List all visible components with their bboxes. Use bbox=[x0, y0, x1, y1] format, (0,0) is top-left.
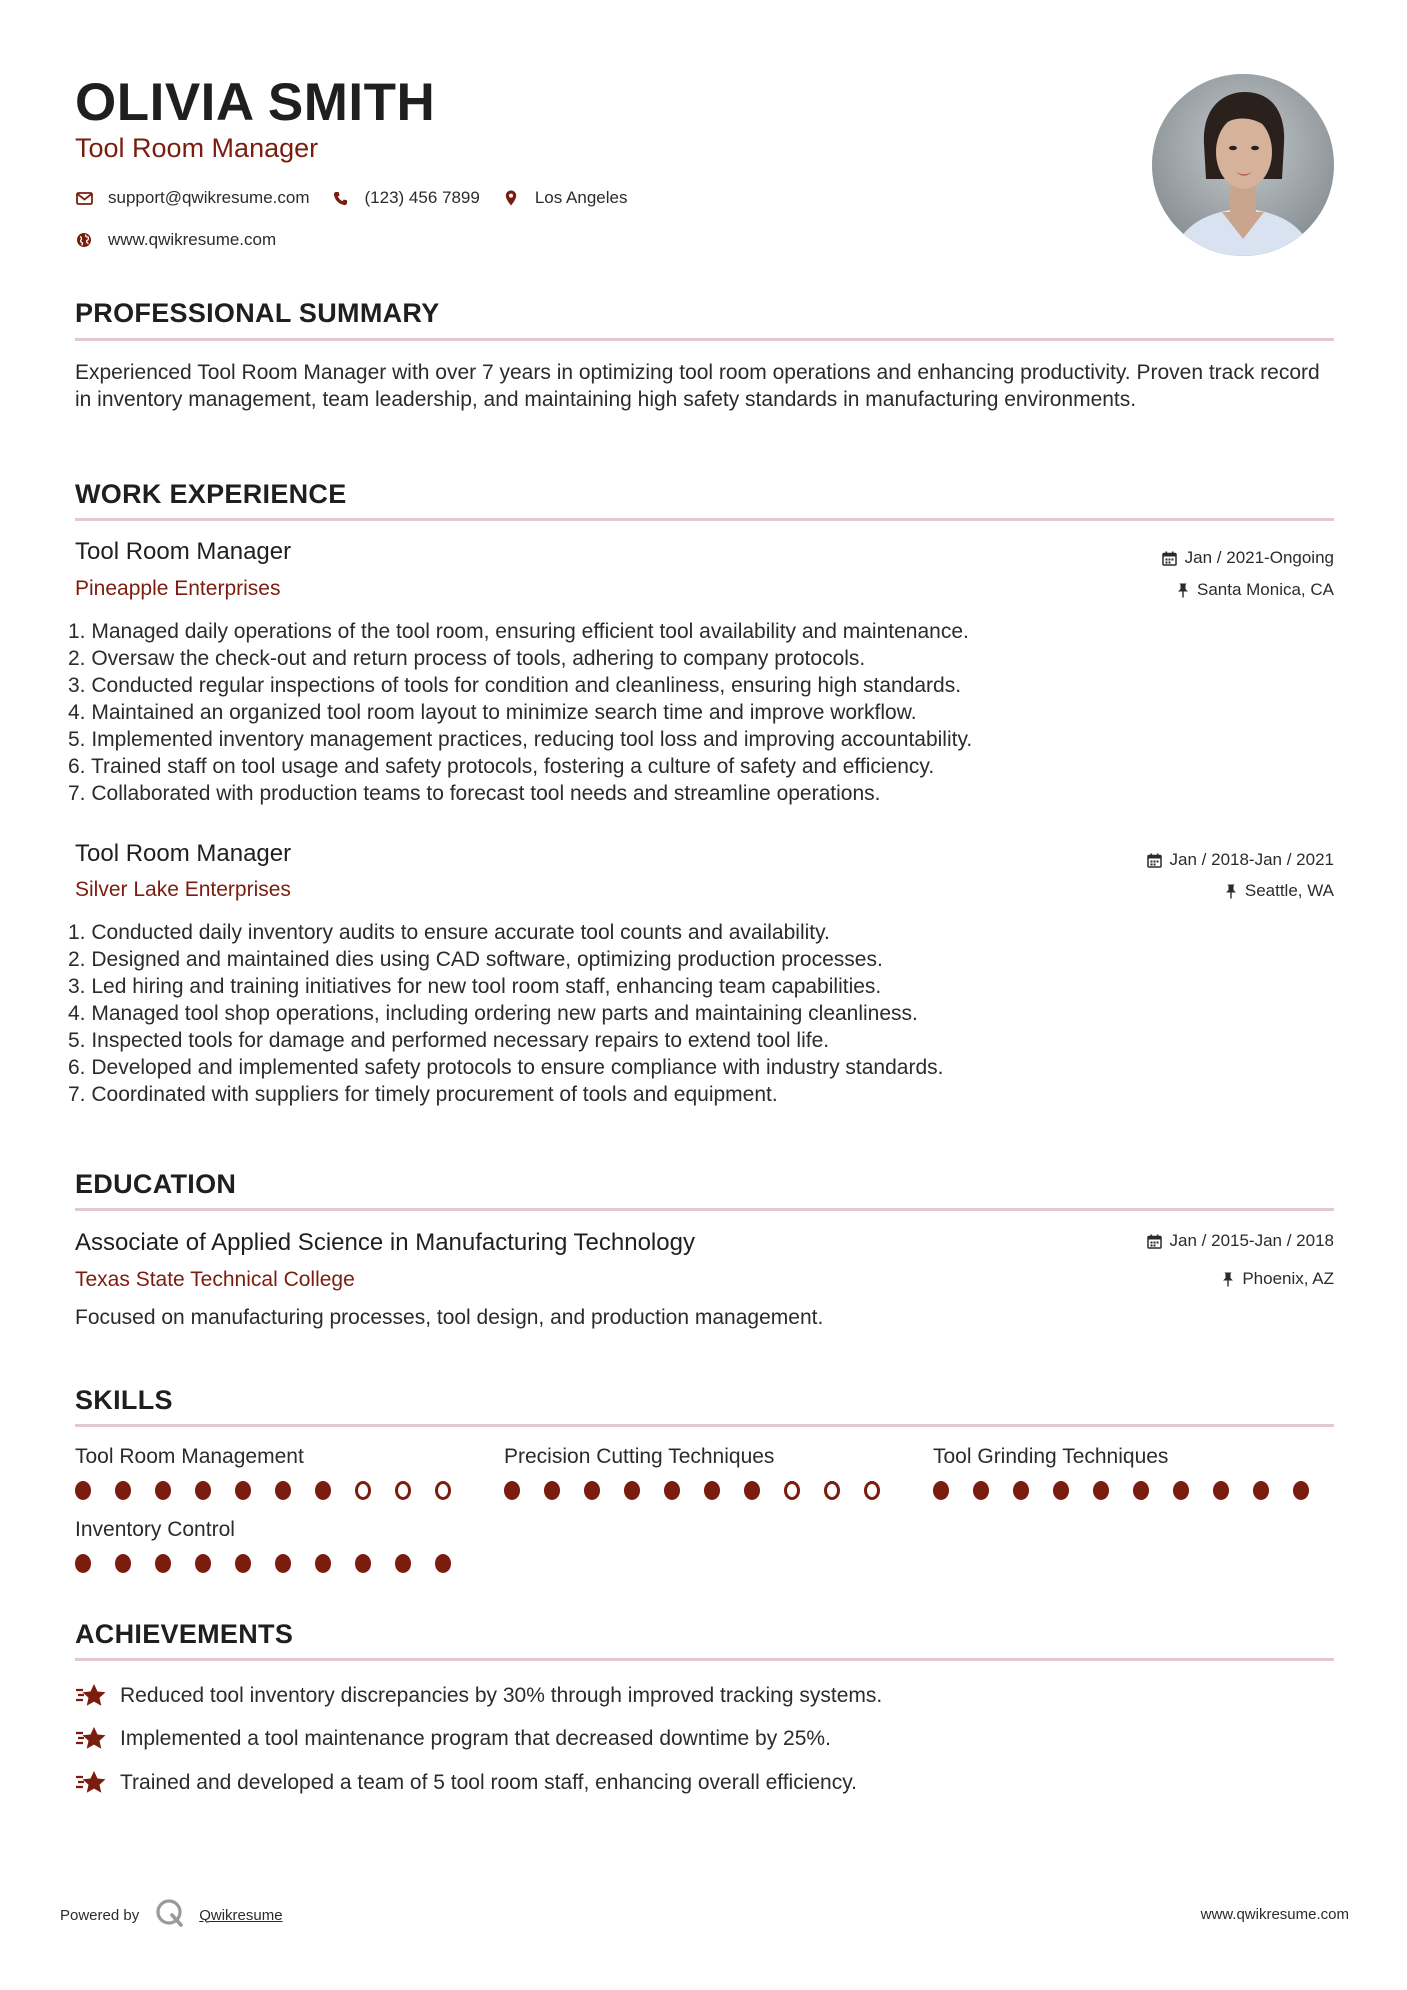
contact-phone[interactable] bbox=[332, 188, 480, 208]
list-item: 7. Collaborated with production teams to forecast tool needs and streamline operations. bbox=[68, 782, 881, 805]
contact-row-website bbox=[75, 230, 298, 250]
skill-name: Tool Grinding Techniques bbox=[933, 1445, 1169, 1468]
rating-dot-filled bbox=[1013, 1481, 1029, 1500]
map-pin-icon bbox=[502, 189, 520, 207]
rating-dot-filled bbox=[1053, 1481, 1069, 1500]
rating-dot-filled bbox=[624, 1481, 640, 1500]
rating-dot-filled bbox=[544, 1481, 560, 1500]
job-1-dates-text: Jan / 2021-Ongoing bbox=[1184, 548, 1334, 567]
rating-dot-filled bbox=[744, 1481, 760, 1500]
footer-powered-by bbox=[60, 1898, 283, 1932]
qwikresume-link[interactable]: Qwikresume bbox=[199, 1906, 283, 1924]
skill-item bbox=[75, 1445, 475, 1500]
avatar bbox=[1152, 74, 1334, 256]
job-1-location-text: Santa Monica, CA bbox=[1196, 580, 1334, 599]
pushpin-icon bbox=[1222, 1272, 1234, 1287]
skill-name: Inventory Control bbox=[75, 1518, 235, 1541]
rating-dot-filled bbox=[435, 1554, 451, 1573]
education-heading: EDUCATION bbox=[75, 1169, 237, 1199]
achievements-heading: ACHIEVEMENTS bbox=[75, 1619, 294, 1649]
skill-rating bbox=[504, 1481, 904, 1500]
achievement-item bbox=[75, 1724, 831, 1754]
rating-dot-filled bbox=[1173, 1481, 1189, 1500]
list-item: 4. Managed tool shop operations, including ordering new parts and maintaining cleanliness. bbox=[68, 1002, 918, 1025]
rating-dot-filled bbox=[584, 1481, 600, 1500]
calendar-icon bbox=[1162, 551, 1177, 566]
education-school: Texas State Technical College bbox=[75, 1268, 355, 1291]
section-divider bbox=[75, 1424, 1334, 1427]
rating-dot-filled bbox=[315, 1554, 331, 1573]
star-award-icon bbox=[75, 1768, 109, 1798]
achievement-item bbox=[75, 1768, 857, 1798]
list-item: 3. Led hiring and training initiatives for new tool room staff, enhancing team capabilities. bbox=[68, 975, 882, 998]
rating-dot-empty bbox=[824, 1481, 840, 1500]
job-2-company: Silver Lake Enterprises bbox=[75, 878, 291, 901]
footer-website[interactable]: www.qwikresume.com bbox=[1200, 1906, 1349, 1923]
skill-rating bbox=[75, 1554, 475, 1573]
list-item: 1. Managed daily operations of the tool room, ensuring efficient tool availability and maintenance. bbox=[68, 620, 969, 643]
globe-icon bbox=[75, 231, 93, 249]
list-item: 7. Coordinated with suppliers for timely procurement of tools and equipment. bbox=[68, 1083, 778, 1106]
job-1-dates bbox=[1162, 548, 1334, 568]
pushpin-icon bbox=[1225, 884, 1237, 899]
rating-dot-filled bbox=[1213, 1481, 1229, 1500]
skill-rating bbox=[933, 1481, 1333, 1500]
email-text: support@qwikresume.com bbox=[108, 188, 310, 207]
rating-dot-filled bbox=[1293, 1481, 1309, 1500]
star-award-icon bbox=[75, 1681, 109, 1711]
contact-website[interactable] bbox=[75, 230, 276, 250]
rating-dot-filled bbox=[704, 1481, 720, 1500]
rating-dot-empty bbox=[355, 1481, 371, 1500]
pushpin-icon bbox=[1177, 583, 1189, 598]
section-divider bbox=[75, 518, 1334, 521]
job-1-title: Tool Room Manager bbox=[75, 538, 292, 565]
profile-photo-icon bbox=[1152, 74, 1334, 256]
rating-dot-empty bbox=[864, 1481, 880, 1500]
rating-dot-filled bbox=[395, 1554, 411, 1573]
section-divider bbox=[75, 1658, 1334, 1661]
job-1-responsibilities bbox=[68, 618, 1328, 807]
qwikresume-logo-icon bbox=[155, 1898, 185, 1932]
list-item: 2. Designed and maintained dies using CAD software, optimizing production processes. bbox=[68, 948, 883, 971]
rating-dot-filled bbox=[115, 1554, 131, 1573]
job-2-dates bbox=[1147, 850, 1334, 870]
candidate-role: Tool Room Manager bbox=[75, 133, 319, 163]
education-location-text: Phoenix, AZ bbox=[1242, 1269, 1334, 1288]
achievement-text: Reduced tool inventory discrepancies by 30% through improved tracking systems. bbox=[120, 1684, 883, 1707]
rating-dot-filled bbox=[664, 1481, 680, 1500]
rating-dot-empty bbox=[395, 1481, 411, 1500]
education-description: Focused on manufacturing processes, tool design, and production management. bbox=[75, 1306, 824, 1329]
rating-dot-filled bbox=[155, 1481, 171, 1500]
rating-dot-empty bbox=[784, 1481, 800, 1500]
phone-icon bbox=[332, 189, 350, 207]
summary-text: Experienced Tool Room Manager with over 7 years in optimizing tool room operations and enhancing productivity. Proven track record in inventory management, team leadership, and maintaining high safety standards in manufacturing environments. bbox=[75, 361, 1320, 411]
skills-heading: SKILLS bbox=[75, 1385, 173, 1415]
star-award-icon bbox=[75, 1724, 109, 1754]
list-item: 1. Conducted daily inventory audits to ensure accurate tool counts and availability. bbox=[68, 921, 830, 944]
achievement-text: Trained and developed a team of 5 tool room staff, enhancing overall efficiency. bbox=[120, 1771, 858, 1794]
rating-dot-filled bbox=[235, 1554, 251, 1573]
rating-dot-filled bbox=[1133, 1481, 1149, 1500]
section-divider bbox=[75, 338, 1334, 341]
skill-item bbox=[504, 1445, 904, 1500]
skill-name: Tool Room Management bbox=[75, 1445, 304, 1468]
list-item: 5. Implemented inventory management practices, reducing tool loss and improving accountability. bbox=[68, 728, 973, 751]
rating-dot-filled bbox=[933, 1481, 949, 1500]
rating-dot-filled bbox=[1253, 1481, 1269, 1500]
rating-dot-filled bbox=[504, 1481, 520, 1500]
rating-dot-filled bbox=[195, 1481, 211, 1500]
job-1-location bbox=[1177, 580, 1334, 600]
contact-email[interactable] bbox=[75, 188, 310, 208]
achievement-item bbox=[75, 1681, 882, 1711]
rating-dot-filled bbox=[1093, 1481, 1109, 1500]
list-item: 5. Inspected tools for damage and performed necessary repairs to extend tool life. bbox=[68, 1029, 830, 1052]
job-1-company: Pineapple Enterprises bbox=[75, 577, 281, 600]
education-dates-text: Jan / 2015-Jan / 2018 bbox=[1169, 1231, 1334, 1250]
rating-dot-filled bbox=[155, 1554, 171, 1573]
rating-dot-filled bbox=[973, 1481, 989, 1500]
contact-row bbox=[75, 188, 649, 208]
powered-by-label: Powered by bbox=[60, 1906, 140, 1924]
skill-rating bbox=[75, 1481, 475, 1500]
achievement-text: Implemented a tool maintenance program that decreased downtime by 25%. bbox=[120, 1727, 831, 1750]
envelope-icon bbox=[75, 189, 93, 207]
rating-dot-filled bbox=[275, 1481, 291, 1500]
calendar-icon bbox=[1147, 853, 1162, 868]
rating-dot-filled bbox=[75, 1554, 91, 1573]
rating-dot-filled bbox=[275, 1554, 291, 1573]
job-2-location-text: Seattle, WA bbox=[1244, 881, 1334, 900]
calendar-icon bbox=[1147, 1234, 1162, 1249]
list-item: 4. Maintained an organized tool room layout to minimize search time and improve workflow. bbox=[68, 701, 917, 724]
education-dates bbox=[1147, 1231, 1334, 1251]
list-item: 6. Trained staff on tool usage and safety protocols, fostering a culture of safety and efficiency. bbox=[68, 755, 935, 778]
candidate-name: OLIVIA SMITH bbox=[75, 73, 436, 132]
education-degree: Associate of Applied Science in Manufacturing Technology bbox=[75, 1229, 695, 1256]
website-text: www.qwikresume.com bbox=[108, 230, 277, 249]
list-item: 6. Developed and implemented safety protocols to ensure compliance with industry standards. bbox=[68, 1056, 944, 1079]
rating-dot-filled bbox=[115, 1481, 131, 1500]
job-2-location bbox=[1225, 881, 1334, 901]
skill-item bbox=[933, 1445, 1333, 1500]
section-divider bbox=[75, 1208, 1334, 1211]
skill-name: Precision Cutting Techniques bbox=[504, 1445, 775, 1468]
summary-heading: PROFESSIONAL SUMMARY bbox=[75, 298, 440, 328]
rating-dot-filled bbox=[355, 1554, 371, 1573]
skill-item bbox=[75, 1518, 475, 1573]
job-2-responsibilities bbox=[68, 919, 1328, 1108]
rating-dot-filled bbox=[195, 1554, 211, 1573]
location-text: Los Angeles bbox=[534, 188, 628, 207]
contact-location bbox=[502, 188, 628, 208]
list-item: 3. Conducted regular inspections of tools for condition and cleanliness, ensuring high standards. bbox=[68, 674, 962, 697]
rating-dot-empty bbox=[435, 1481, 451, 1500]
rating-dot-filled bbox=[75, 1481, 91, 1500]
job-2-dates-text: Jan / 2018-Jan / 2021 bbox=[1169, 850, 1334, 869]
phone-text: (123) 456 7899 bbox=[364, 188, 480, 207]
rating-dot-filled bbox=[235, 1481, 251, 1500]
job-2-title: Tool Room Manager bbox=[75, 840, 292, 867]
rating-dot-filled bbox=[315, 1481, 331, 1500]
education-location bbox=[1222, 1269, 1334, 1289]
experience-heading: WORK EXPERIENCE bbox=[75, 479, 347, 509]
list-item: 2. Oversaw the check-out and return process of tools, adhering to company protocols. bbox=[68, 647, 866, 670]
